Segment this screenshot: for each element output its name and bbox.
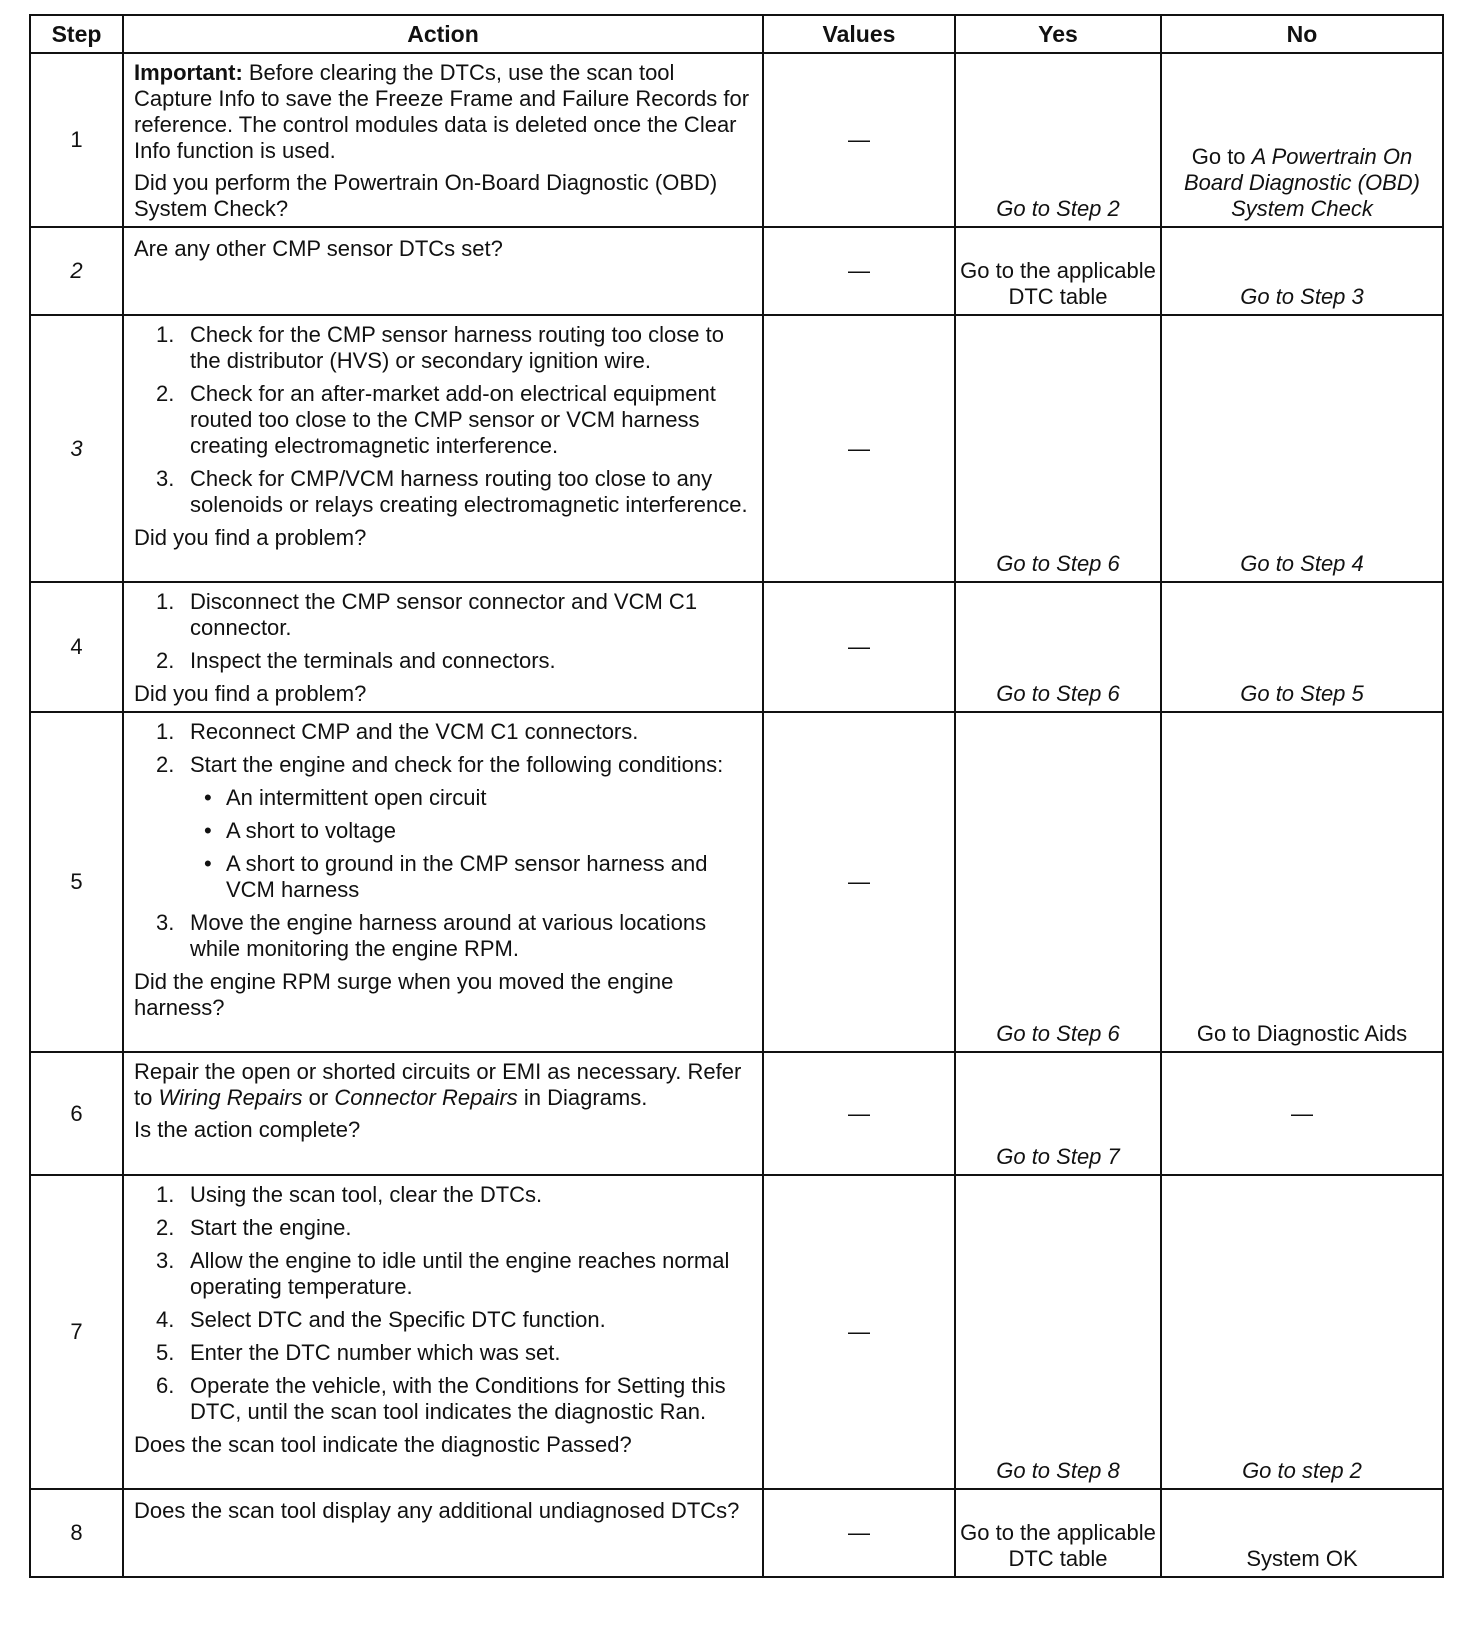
list-item — [134, 589, 754, 641]
values-cell: — — [763, 1489, 955, 1577]
action-list — [134, 322, 754, 518]
item-text: Check for the CMP sensor harness routing too close to the distributor (HVS) or secondary ignition wire. — [190, 322, 724, 373]
no-cell: Go to Step 5 — [1161, 582, 1443, 712]
action-list — [134, 719, 754, 962]
list-item — [134, 1248, 754, 1300]
table-row — [30, 712, 1443, 1052]
action-cell — [123, 712, 763, 1052]
step-number: 6 — [30, 1052, 123, 1175]
no-cell: Go to Diagnostic Aids — [1161, 712, 1443, 1052]
no-link: A Powertrain On Board Diagnostic (OBD) System Check — [1184, 144, 1420, 221]
yes-cell: Go to the applicable DTC table — [955, 227, 1161, 315]
question-text: Does the scan tool display any additional undiagnosed DTCs? — [134, 1498, 740, 1523]
item-number: 2. — [156, 752, 175, 777]
table-row — [30, 227, 1443, 315]
list-item — [134, 752, 754, 903]
values-cell: — — [763, 582, 955, 712]
question-text: Did the engine RPM surge when you moved the engine harness? — [134, 969, 674, 1020]
values-cell: — — [763, 227, 955, 315]
item-number: 1. — [156, 719, 175, 744]
table-row — [30, 1052, 1443, 1175]
condition-list — [190, 785, 754, 903]
item-number: 3. — [156, 466, 175, 491]
header-no: No — [1161, 15, 1443, 53]
no-cell — [1161, 53, 1443, 227]
table-row — [30, 1175, 1443, 1489]
bullet-item — [190, 818, 754, 844]
values-cell: — — [763, 53, 955, 227]
bullet-text: A short to ground in the CMP sensor harness and VCM harness — [226, 851, 708, 902]
item-number: 6. — [156, 1373, 175, 1398]
item-text: Check for CMP/VCM harness routing too close to any solenoids or relays creating electromagnetic interference. — [190, 466, 748, 517]
item-number: 2. — [156, 648, 175, 673]
action-cell — [123, 582, 763, 712]
list-item — [134, 910, 754, 962]
bullet-item — [190, 785, 754, 811]
no-cell: System OK — [1161, 1489, 1443, 1577]
item-text: Allow the engine to idle until the engine reaches normal operating temperature. — [190, 1248, 730, 1299]
no-cell: — — [1161, 1052, 1443, 1175]
important-label: Important: — [134, 60, 243, 85]
header-values: Values — [763, 15, 955, 53]
question-text: Did you perform the Powertrain On-Board Diagnostic (OBD) System Check? — [134, 170, 718, 221]
no-prefix: Go to — [1191, 144, 1252, 169]
bullet-item — [190, 851, 754, 903]
question-text: Is the action complete? — [134, 1117, 361, 1142]
item-number: 3. — [156, 1248, 175, 1273]
question-text: Did you find a problem? — [134, 681, 367, 706]
yes-cell: Go to Step 8 — [955, 1175, 1161, 1489]
yes-cell: Go to Step 6 — [955, 712, 1161, 1052]
repair-text: or — [302, 1085, 335, 1110]
repair-text: in Diagrams. — [517, 1085, 648, 1110]
list-item — [134, 1182, 754, 1208]
no-cell: Go to step 2 — [1161, 1175, 1443, 1489]
item-text: Start the engine and check for the following conditions: — [190, 752, 724, 777]
item-number: 2. — [156, 381, 175, 406]
question-text: Did you find a problem? — [134, 525, 367, 550]
values-cell: — — [763, 712, 955, 1052]
step-number: 7 — [30, 1175, 123, 1489]
bullet-text: An intermittent open circuit — [226, 785, 487, 810]
no-cell: Go to Step 3 — [1161, 227, 1443, 315]
item-text: Start the engine. — [190, 1215, 352, 1240]
yes-cell: Go to Step 2 — [955, 53, 1161, 227]
item-text: Inspect the terminals and connectors. — [190, 648, 556, 673]
connector-repairs-link[interactable]: Connector Repairs — [334, 1085, 518, 1110]
item-number: 5. — [156, 1340, 175, 1365]
list-item — [134, 381, 754, 459]
yes-cell: Go to Step 6 — [955, 315, 1161, 582]
values-cell: — — [763, 315, 955, 582]
action-list — [134, 589, 754, 674]
question-text: Does the scan tool indicate the diagnostic Passed? — [134, 1432, 632, 1457]
diagnostic-table — [29, 14, 1444, 1578]
header-row — [30, 15, 1443, 53]
list-item — [134, 466, 754, 518]
step-number: 1 — [30, 53, 123, 227]
table-row — [30, 1489, 1443, 1577]
yes-cell: Go to the applicable DTC table — [955, 1489, 1161, 1577]
table-row — [30, 315, 1443, 582]
list-item — [134, 1340, 754, 1366]
item-number: 3. — [156, 910, 175, 935]
table-row — [30, 582, 1443, 712]
bullet-dot-icon: • — [204, 818, 212, 843]
action-cell — [123, 1052, 763, 1175]
item-number: 4. — [156, 1307, 175, 1332]
item-text: Reconnect CMP and the VCM C1 connectors. — [190, 719, 639, 744]
item-text: Using the scan tool, clear the DTCs. — [190, 1182, 543, 1207]
step-number: 2 — [30, 227, 123, 315]
action-cell — [123, 1489, 763, 1577]
values-cell: — — [763, 1052, 955, 1175]
list-item — [134, 719, 754, 745]
item-number: 1. — [156, 589, 175, 614]
step-number: 3 — [30, 315, 123, 582]
values-cell: — — [763, 1175, 955, 1489]
header-yes: Yes — [955, 15, 1161, 53]
item-number: 1. — [156, 322, 175, 347]
action-cell — [123, 315, 763, 582]
important-note — [134, 60, 754, 164]
yes-cell: Go to Step 6 — [955, 582, 1161, 712]
item-text: Operate the vehicle, with the Conditions for Setting this DTC, until the scan tool indicates the diagnostic Ran. — [190, 1373, 726, 1424]
list-item — [134, 1307, 754, 1333]
action-cell — [123, 1175, 763, 1489]
list-item — [134, 1215, 754, 1241]
important-text: Before clearing the DTCs, use the scan tool Capture Info to save the Freeze Frame and Failure Records for reference. The control modules data is deleted once the Clear Info function is used. — [134, 60, 750, 163]
wiring-repairs-link[interactable]: Wiring Repairs — [158, 1085, 303, 1110]
repair-text: Repair the open or shorted circuits or EMI as necessary. Refer to — [134, 1059, 742, 1110]
item-number: 1. — [156, 1182, 175, 1207]
item-text: Check for an after-market add-on electrical equipment routed too close to the CMP sensor or VCM harness creating electromagnetic interference. — [190, 381, 716, 458]
list-item — [134, 648, 754, 674]
table-row — [30, 53, 1443, 227]
item-text: Move the engine harness around at various locations while monitoring the engine RPM. — [190, 910, 707, 961]
action-cell — [123, 227, 763, 315]
repair-instruction — [134, 1059, 754, 1111]
list-item — [134, 1373, 754, 1425]
item-text: Select DTC and the Specific DTC function. — [190, 1307, 606, 1332]
bullet-dot-icon: • — [204, 851, 212, 876]
item-text: Enter the DTC number which was set. — [190, 1340, 561, 1365]
yes-cell: Go to Step 7 — [955, 1052, 1161, 1175]
step-number: 4 — [30, 582, 123, 712]
question-text: Are any other CMP sensor DTCs set? — [134, 236, 503, 261]
no-cell: Go to Step 4 — [1161, 315, 1443, 582]
header-step: Step — [30, 15, 123, 53]
action-list — [134, 1182, 754, 1425]
bullet-text: A short to voltage — [226, 818, 396, 843]
bullet-dot-icon: • — [204, 785, 212, 810]
diagnostic-page — [29, 14, 1442, 1578]
action-cell — [123, 53, 763, 227]
step-number: 8 — [30, 1489, 123, 1577]
item-text: Disconnect the CMP sensor connector and VCM C1 connector. — [190, 589, 698, 640]
step-number: 5 — [30, 712, 123, 1052]
list-item — [134, 322, 754, 374]
item-number: 2. — [156, 1215, 175, 1240]
header-action: Action — [123, 15, 763, 53]
